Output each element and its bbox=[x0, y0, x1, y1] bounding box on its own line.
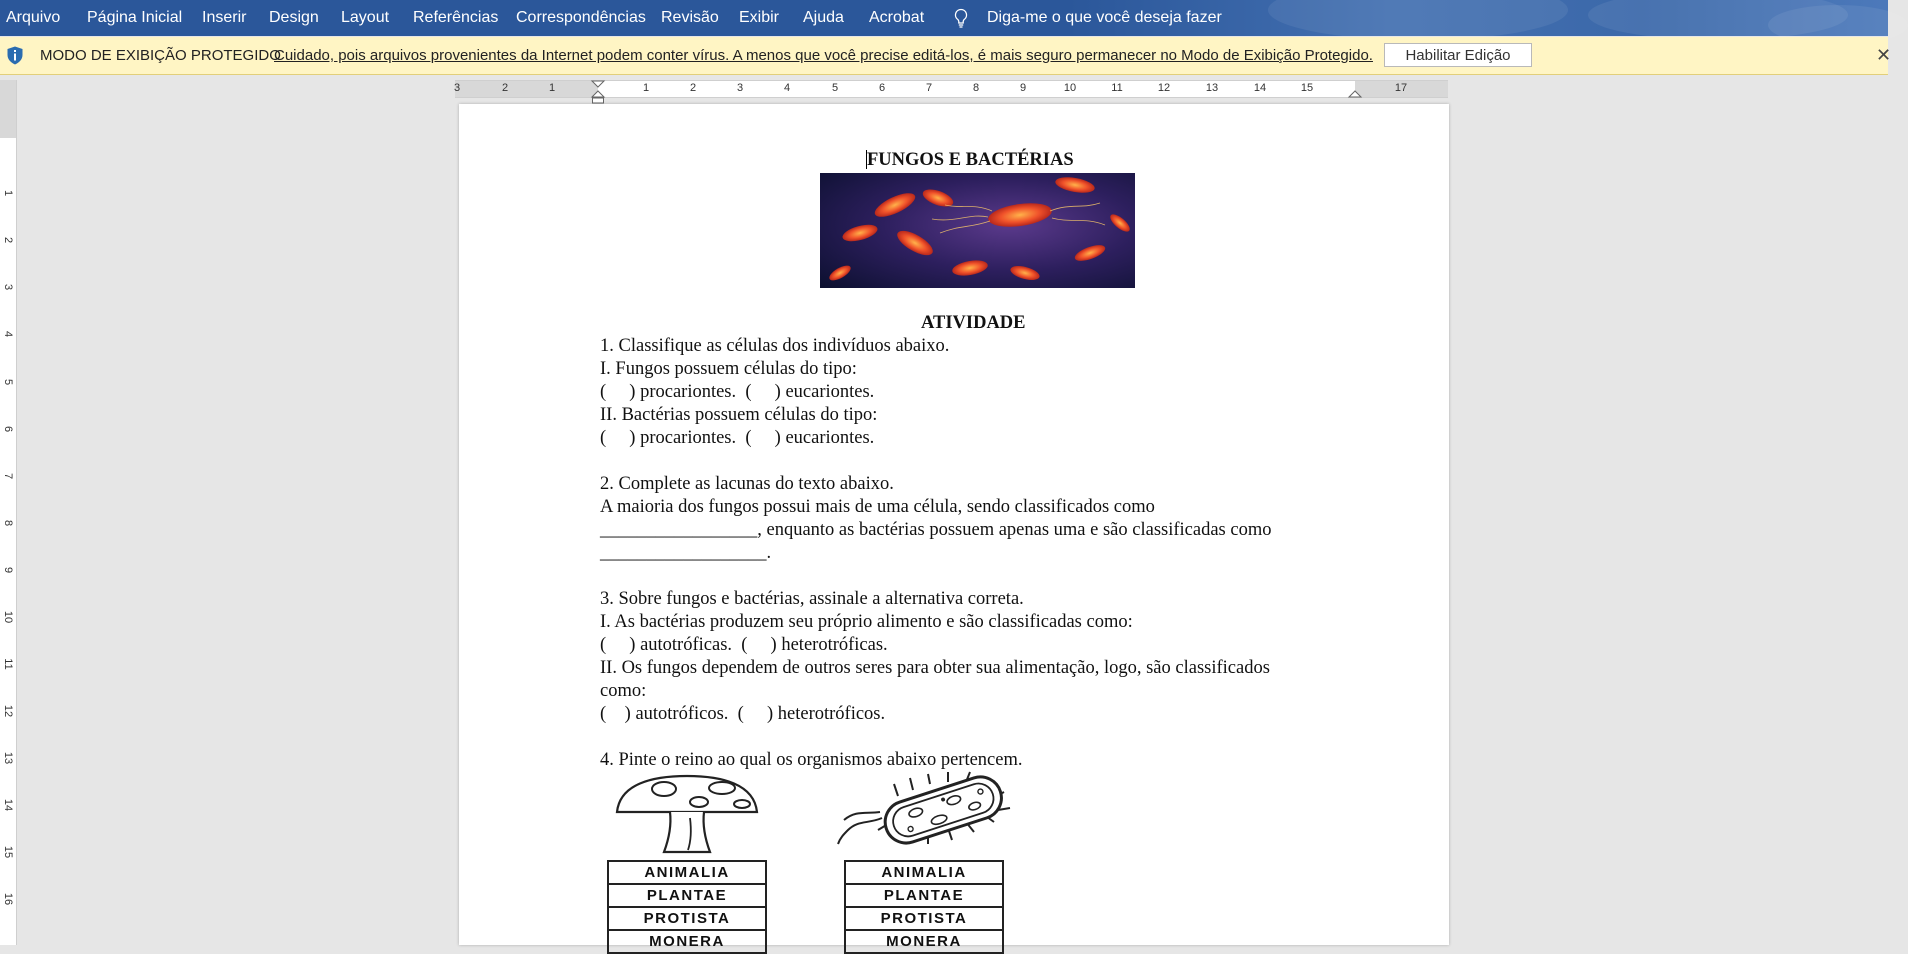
ruler-label: 15 bbox=[2, 845, 14, 859]
ruler-label: 17 bbox=[1394, 82, 1408, 94]
enable-editing-button[interactable]: Habilitar Edição bbox=[1384, 43, 1532, 67]
horizontal-ruler[interactable] bbox=[455, 80, 1448, 98]
ruler-label: 3 bbox=[2, 283, 14, 291]
ruler-left-margin bbox=[455, 81, 598, 97]
kingdom-option[interactable]: PLANTAE bbox=[846, 885, 1002, 908]
ruler-label: 1 bbox=[642, 82, 650, 94]
bacteria-image bbox=[820, 173, 1135, 288]
bacterium-icon bbox=[838, 774, 1013, 856]
kingdom-option[interactable]: PLANTAE bbox=[609, 885, 765, 908]
question-3-item-i-options: ( ) autotróficas. ( ) heterotróficas. bbox=[600, 635, 888, 655]
kingdom-option[interactable]: ANIMALIA bbox=[609, 862, 765, 885]
ruler-label: 5 bbox=[831, 82, 839, 94]
ribbon-menu-bar bbox=[0, 0, 1888, 36]
menu-acrobat[interactable]: Acrobat bbox=[869, 9, 925, 26]
question-2-text-line: __________________. bbox=[600, 543, 772, 563]
menu-revisao[interactable]: Revisão bbox=[661, 9, 719, 26]
ruler-label: 2 bbox=[501, 82, 509, 94]
menu-design[interactable]: Design bbox=[269, 9, 319, 26]
ruler-label: 12 bbox=[1157, 82, 1171, 94]
ruler-label: 9 bbox=[2, 566, 14, 574]
menu-ajuda[interactable]: Ajuda bbox=[803, 9, 844, 26]
lightbulb-icon bbox=[952, 8, 970, 28]
ruler-label: 7 bbox=[2, 472, 14, 480]
protected-view-title: MODO DE EXIBIÇÃO PROTEGIDO bbox=[40, 47, 281, 64]
question-2: 2. Complete as lacunas do texto abaixo. bbox=[600, 474, 894, 494]
ruler-label: 3 bbox=[736, 82, 744, 94]
ruler-top-margin bbox=[0, 80, 16, 138]
ruler-label: 4 bbox=[2, 330, 14, 338]
ruler-label: 11 bbox=[1111, 82, 1123, 94]
ruler-label: 10 bbox=[1063, 82, 1077, 94]
ruler-label: 6 bbox=[878, 82, 886, 94]
question-3-item-ii-options: ( ) autotróficos. ( ) heterotróficos. bbox=[600, 704, 886, 724]
question-3: 3. Sobre fungos e bactérias, assinale a alternativa correta. bbox=[600, 589, 1024, 609]
menu-inserir[interactable]: Inserir bbox=[202, 9, 247, 26]
question-3-item-i: I. As bactérias produzem seu próprio alimento e são classificadas como: bbox=[600, 612, 1133, 632]
ruler-label: 2 bbox=[689, 82, 697, 94]
question-1: 1. Classifique as células dos indivíduos abaixo. bbox=[600, 336, 950, 356]
document-title: FUNGOS E BACTÉRIAS bbox=[867, 150, 1074, 170]
first-line-indent-marker[interactable] bbox=[592, 81, 604, 103]
ruler-label: 8 bbox=[972, 82, 980, 94]
question-1-item-i: I. Fungos possuem células do tipo: bbox=[600, 359, 857, 379]
ruler-label: 4 bbox=[783, 82, 791, 94]
close-icon[interactable]: ✕ bbox=[1876, 45, 1892, 65]
menu-layout[interactable]: Layout bbox=[341, 9, 390, 26]
kingdom-option[interactable]: ANIMALIA bbox=[846, 862, 1002, 885]
ruler-label: 9 bbox=[1019, 82, 1027, 94]
vertical-ruler[interactable] bbox=[0, 80, 17, 945]
ruler-label: 2 bbox=[2, 236, 14, 244]
tell-me-label: Diga-me o que você deseja fazer bbox=[987, 9, 1222, 26]
ruler-label: 14 bbox=[1253, 82, 1267, 94]
protected-view-message[interactable]: Cuidado, pois arquivos provenientes da Internet podem conter vírus. A menos que você precise editá-los, é mais seguro permanecer no Modo de Exibição Protegido. bbox=[274, 47, 1373, 64]
protected-view-bar bbox=[0, 37, 1892, 75]
ruler-label: 6 bbox=[2, 425, 14, 433]
menu-referencias[interactable]: Referências bbox=[413, 9, 499, 26]
kingdom-options-bacterium bbox=[844, 860, 1004, 954]
question-3-item-ii: II. Os fungos dependem de outros seres para obter sua alimentação, logo, são classificados bbox=[600, 658, 1270, 678]
ruler-label: 1 bbox=[2, 189, 14, 197]
ruler-label: 12 bbox=[2, 704, 14, 718]
question-4: 4. Pinte o reino ao qual os organismos abaixo pertencem. bbox=[600, 750, 1023, 770]
right-indent-marker[interactable] bbox=[1349, 90, 1361, 98]
ruler-label: 3 bbox=[453, 82, 461, 94]
question-1-item-ii-options: ( ) procariontes. ( ) eucariontes. bbox=[600, 428, 875, 448]
mushroom-icon bbox=[612, 774, 762, 854]
ruler-label: 8 bbox=[2, 519, 14, 527]
kingdom-option[interactable]: MONERA bbox=[649, 933, 725, 950]
info-shield-icon bbox=[6, 46, 24, 65]
kingdom-option[interactable]: PROTISTA bbox=[609, 908, 765, 931]
ruler-label: 13 bbox=[2, 751, 14, 765]
section-heading: ATIVIDADE bbox=[921, 313, 1026, 333]
question-1-item-ii: II. Bactérias possuem células do tipo: bbox=[600, 405, 878, 425]
ruler-label: 7 bbox=[925, 82, 933, 94]
ruler-label: 5 bbox=[2, 378, 14, 386]
question-2-text-line: A maioria dos fungos possui mais de uma célula, sendo classificados como bbox=[600, 497, 1155, 517]
kingdom-option[interactable]: PROTISTA bbox=[846, 908, 1002, 931]
ruler-label: 10 bbox=[2, 610, 14, 624]
menu-exibir[interactable]: Exibir bbox=[739, 9, 780, 26]
menu-arquivo[interactable]: Arquivo bbox=[6, 9, 61, 26]
menu-correspondencias[interactable]: Correspondências bbox=[516, 9, 646, 26]
kingdom-option[interactable]: MONERA bbox=[886, 933, 962, 950]
ruler-label: 15 bbox=[1300, 82, 1314, 94]
question-3-item-ii: como: bbox=[600, 681, 647, 701]
ruler-label: 14 bbox=[2, 798, 14, 812]
menu-pagina-inicial[interactable]: Página Inicial bbox=[87, 9, 183, 26]
ruler-label: 11 bbox=[2, 658, 14, 670]
ruler-label: 16 bbox=[2, 892, 14, 906]
kingdom-options-fungus bbox=[607, 860, 767, 954]
question-2-text-line: _________________, enquanto as bactérias possuem apenas uma e são classificadas como bbox=[600, 520, 1272, 540]
question-1-item-i-options: ( ) procariontes. ( ) eucariontes. bbox=[600, 382, 875, 402]
ruler-label: 1 bbox=[548, 82, 556, 94]
ruler-label: 13 bbox=[1205, 82, 1219, 94]
